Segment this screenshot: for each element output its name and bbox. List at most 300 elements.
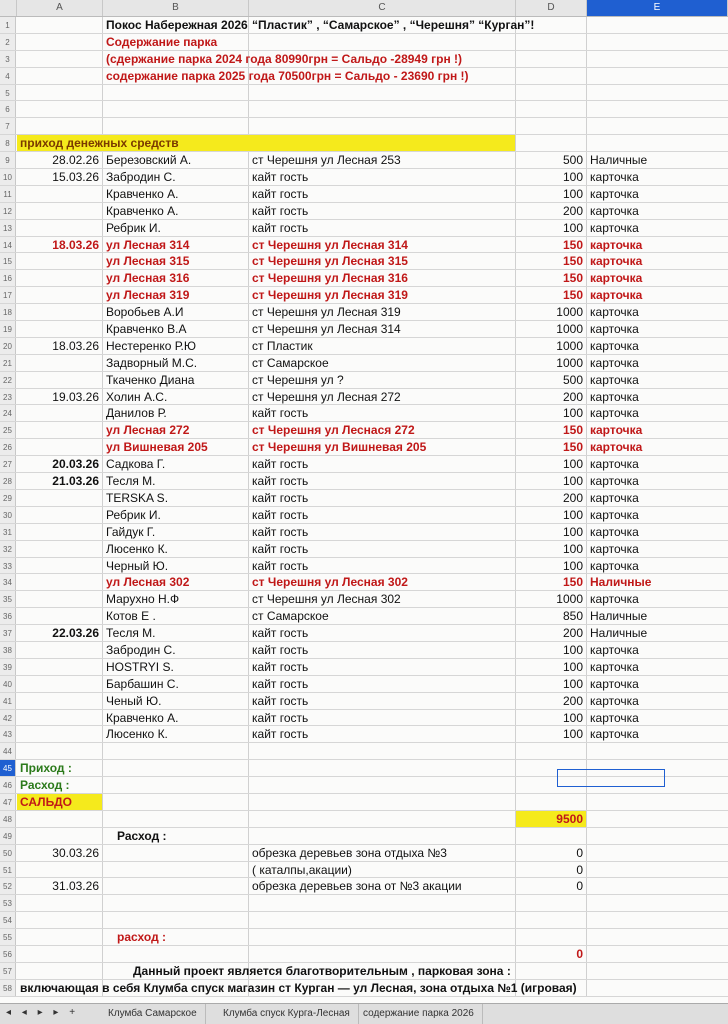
- cell-d[interactable]: 150: [562, 288, 583, 303]
- table-row[interactable]: [0, 237, 728, 254]
- cell-b[interactable]: ул Лесная 315: [106, 254, 190, 269]
- row-number[interactable]: 32: [0, 541, 16, 557]
- cell-d[interactable]: 100: [562, 642, 583, 657]
- cell-d[interactable]: 100: [562, 541, 583, 556]
- row-number[interactable]: 23: [0, 389, 16, 405]
- row-number[interactable]: 12: [0, 203, 16, 219]
- cell-b[interactable]: ул Лесная 272: [106, 423, 190, 438]
- table-row[interactable]: [0, 743, 728, 760]
- row-number[interactable]: 56: [0, 946, 16, 962]
- table-row[interactable]: [0, 828, 728, 845]
- cell-c[interactable]: кайт гость: [252, 524, 309, 539]
- cell-a[interactable]: Расход :: [20, 778, 70, 793]
- cell-a[interactable]: 31.03.26: [52, 879, 99, 894]
- row-number[interactable]: 46: [0, 777, 16, 793]
- column-header-b[interactable]: B: [103, 0, 249, 16]
- cell-b[interactable]: Березовский А.: [106, 153, 192, 168]
- row-number[interactable]: 53: [0, 895, 16, 911]
- cell-b[interactable]: Барбашин С.: [106, 676, 179, 691]
- cell-d[interactable]: 150: [562, 423, 583, 438]
- cell-b[interactable]: Люсенко К.: [106, 727, 168, 742]
- cell-c[interactable]: кайт гость: [252, 406, 309, 421]
- table-row[interactable]: [0, 642, 728, 659]
- cell-b[interactable]: Котов Е .: [106, 609, 156, 624]
- cell-e[interactable]: карточка: [590, 490, 639, 505]
- cell-c[interactable]: ст Черешня ул Лесная 316: [252, 271, 408, 286]
- cell-a[interactable]: 22.03.26: [52, 626, 99, 641]
- cell-c[interactable]: ст Черешня ул Лесная 302: [252, 575, 408, 590]
- row-number[interactable]: 3: [0, 51, 16, 67]
- cell-c[interactable]: кайт гость: [252, 490, 309, 505]
- cell-d[interactable]: 100: [562, 727, 583, 742]
- cell-c[interactable]: “Пластик” , “Самарское” , “Черешня” “Курган”!: [252, 18, 535, 32]
- table-row[interactable]: [0, 253, 728, 270]
- cell-b[interactable]: Гайдук Г.: [106, 524, 156, 539]
- row-number[interactable]: 48: [0, 811, 16, 827]
- cell-b[interactable]: Данный проект является благотворительным , парковая зона :: [133, 963, 511, 978]
- cell-e[interactable]: [587, 17, 728, 33]
- sheet-tab-3[interactable]: содержание парка 2026: [355, 1004, 483, 1024]
- cell-b[interactable]: содержание парка 2025 года 70500грн = Сальдо - 23690 грн !): [106, 68, 469, 83]
- cell-a[interactable]: 18.03.26: [52, 338, 99, 353]
- cell-d[interactable]: 0: [576, 879, 583, 894]
- table-row[interactable]: [0, 878, 728, 895]
- cell-b[interactable]: Марухно Н.Ф: [106, 592, 180, 607]
- cell-b[interactable]: ул Лесная 316: [106, 271, 190, 286]
- cell-e[interactable]: карточка: [590, 558, 639, 573]
- cell-c[interactable]: кайт гость: [252, 727, 309, 742]
- cell-e[interactable]: карточка: [590, 406, 639, 421]
- table-row[interactable]: [0, 220, 728, 237]
- table-row[interactable]: [0, 17, 728, 34]
- row-number[interactable]: 55: [0, 929, 16, 945]
- row-number[interactable]: 37: [0, 625, 16, 641]
- cell-c[interactable]: кайт гость: [252, 710, 309, 725]
- row-number[interactable]: 16: [0, 270, 16, 286]
- table-row[interactable]: [0, 405, 728, 422]
- row-number[interactable]: 34: [0, 574, 16, 590]
- table-row[interactable]: [0, 980, 728, 997]
- cell-e[interactable]: карточка: [590, 355, 639, 370]
- cell-b[interactable]: Забродин С.: [106, 642, 176, 657]
- cell-e[interactable]: карточка: [590, 254, 643, 269]
- cell-c[interactable]: ст Черешня ул Лесная 253: [252, 153, 401, 168]
- cell-c[interactable]: кайт гость: [252, 676, 309, 691]
- cell-d[interactable]: 1000: [556, 592, 583, 607]
- cell-b[interactable]: Данилов Р.: [106, 406, 167, 421]
- cell-e[interactable]: Наличные: [590, 153, 648, 168]
- row-number[interactable]: 41: [0, 693, 16, 709]
- table-row[interactable]: [0, 101, 728, 118]
- table-row[interactable]: [0, 693, 728, 710]
- row-number[interactable]: 51: [0, 862, 16, 878]
- cell-d[interactable]: 150: [562, 237, 583, 252]
- cell-a[interactable]: 18.03.26: [52, 237, 99, 252]
- row-number[interactable]: 1: [0, 17, 16, 33]
- cell-d[interactable]: 200: [562, 389, 583, 404]
- cell-grid[interactable]: [0, 17, 728, 997]
- row-number[interactable]: 49: [0, 828, 16, 844]
- table-row[interactable]: [0, 135, 728, 152]
- row-number[interactable]: 39: [0, 659, 16, 675]
- cell-c[interactable]: кайт гость: [252, 170, 309, 185]
- cell-c[interactable]: обрезка деревьев зона отдыха №3: [252, 845, 447, 860]
- cell-b[interactable]: Воробьев А.И: [106, 305, 184, 320]
- cell-e[interactable]: карточка: [590, 507, 639, 522]
- cell-b[interactable]: Забродин С.: [106, 170, 176, 185]
- cell-e[interactable]: карточка: [590, 220, 639, 235]
- table-row[interactable]: [0, 946, 728, 963]
- row-number[interactable]: 47: [0, 794, 16, 810]
- cell-c[interactable]: кайт гость: [252, 474, 309, 489]
- row-number[interactable]: 2: [0, 34, 16, 50]
- table-row[interactable]: [0, 811, 728, 828]
- row-number[interactable]: 33: [0, 558, 16, 574]
- table-row[interactable]: [0, 34, 728, 51]
- cell-e[interactable]: карточка: [590, 186, 639, 201]
- cell-b[interactable]: Холин А.С.: [106, 389, 168, 404]
- cell-b[interactable]: Садкова Г.: [106, 457, 166, 472]
- cell-c[interactable]: ст Черешня ул ?: [252, 372, 344, 387]
- table-row[interactable]: [0, 422, 728, 439]
- cell-c[interactable]: ст Черешня ул Леснася 272: [252, 423, 415, 438]
- cell-b[interactable]: Задворный М.С.: [106, 355, 198, 370]
- cell-a[interactable]: 30.03.26: [52, 845, 99, 860]
- table-row[interactable]: [0, 456, 728, 473]
- cell-e[interactable]: карточка: [590, 423, 643, 438]
- cell-c[interactable]: кайт гость: [252, 203, 309, 218]
- table-row[interactable]: [0, 338, 728, 355]
- cell-b[interactable]: ул Лесная 302: [106, 575, 190, 590]
- table-row[interactable]: [0, 355, 728, 372]
- table-row[interactable]: [0, 287, 728, 304]
- cell-b[interactable]: Ребрик И.: [106, 220, 161, 235]
- cell-e[interactable]: карточка: [590, 322, 639, 337]
- row-number[interactable]: 22: [0, 372, 16, 388]
- cell-c[interactable]: ст Черешня ул Лесная 319: [252, 305, 401, 320]
- table-row[interactable]: [0, 541, 728, 558]
- cell-c[interactable]: ст Черешня ул Лесная 302: [252, 592, 401, 607]
- row-number[interactable]: 8: [0, 135, 16, 151]
- cell-d[interactable]: 200: [562, 490, 583, 505]
- cell-b[interactable]: Ченый Ю.: [106, 693, 162, 708]
- table-row[interactable]: [0, 929, 728, 946]
- row-number[interactable]: 18: [0, 304, 16, 320]
- cell-b[interactable]: расход :: [117, 930, 167, 945]
- cell-b[interactable]: Кравченко В.А: [106, 322, 187, 337]
- table-row[interactable]: [0, 676, 728, 693]
- table-row[interactable]: [0, 895, 728, 912]
- cell-c[interactable]: ст Черешня ул Лесная 314: [252, 237, 408, 252]
- table-row[interactable]: [0, 203, 728, 220]
- cell-b[interactable]: Люсенко К.: [106, 541, 168, 556]
- cell-d[interactable]: 100: [562, 474, 583, 489]
- table-row[interactable]: [0, 389, 728, 406]
- cell-e[interactable]: карточка: [590, 338, 639, 353]
- table-row[interactable]: [0, 912, 728, 929]
- cell-d[interactable]: 1000: [556, 355, 583, 370]
- cell-e[interactable]: карточка: [590, 170, 639, 185]
- table-row[interactable]: [0, 169, 728, 186]
- row-number[interactable]: 19: [0, 321, 16, 337]
- cell-e[interactable]: карточка: [590, 203, 639, 218]
- cell-e[interactable]: Наличные: [590, 626, 648, 641]
- cell-c[interactable]: кайт гость: [252, 659, 309, 674]
- cell-d[interactable]: 0: [576, 845, 583, 860]
- table-row[interactable]: [0, 963, 728, 980]
- cell-c[interactable]: обрезка деревьев зона от №3 акации: [252, 879, 462, 894]
- cell-d[interactable]: 0: [576, 862, 583, 877]
- cell-b[interactable]: ул Лесная 314: [106, 237, 190, 252]
- cell-b[interactable]: Тесля М.: [106, 474, 156, 489]
- cell-b[interactable]: Ребрик И.: [106, 507, 161, 522]
- cell-e[interactable]: карточка: [590, 592, 639, 607]
- table-row[interactable]: [0, 794, 728, 811]
- cell-d[interactable]: 100: [562, 406, 583, 421]
- cell-a[interactable]: [17, 17, 102, 33]
- cell-d[interactable]: 100: [562, 457, 583, 472]
- cell-e[interactable]: карточка: [590, 457, 639, 472]
- table-row[interactable]: [0, 321, 728, 338]
- cell-c[interactable]: кайт гость: [252, 457, 309, 472]
- row-number[interactable]: 52: [0, 878, 16, 894]
- row-number[interactable]: 42: [0, 710, 16, 726]
- row-number[interactable]: 57: [0, 963, 16, 979]
- cell-e[interactable]: карточка: [590, 237, 643, 252]
- cell-b[interactable]: ул Вишневая 205: [106, 440, 208, 455]
- cell-e[interactable]: карточка: [590, 710, 639, 725]
- cell-b[interactable]: Кравченко А.: [106, 186, 179, 201]
- cell-e[interactable]: Наличные: [590, 575, 652, 590]
- cell-b[interactable]: Содержание парка: [106, 34, 218, 49]
- cell-c[interactable]: ст Самарское: [252, 355, 329, 370]
- cell-e[interactable]: карточка: [590, 288, 643, 303]
- row-number[interactable]: 43: [0, 726, 16, 742]
- cell-c[interactable]: ст Черешня ул Лесная 314: [252, 322, 401, 337]
- sheet-tab-2[interactable]: Клумба спуск Курга-Лесная: [215, 1004, 359, 1024]
- cell-d[interactable]: 100: [562, 507, 583, 522]
- row-number[interactable]: 5: [0, 85, 16, 101]
- cell-d[interactable]: 100: [562, 558, 583, 573]
- table-row[interactable]: [0, 507, 728, 524]
- cell-d[interactable]: 150: [562, 271, 583, 286]
- cell-d[interactable]: 150: [562, 440, 583, 455]
- cell-c[interactable]: кайт гость: [252, 220, 309, 235]
- cell-e[interactable]: карточка: [590, 524, 639, 539]
- row-number[interactable]: 26: [0, 439, 16, 455]
- cell-e[interactable]: карточка: [590, 474, 639, 489]
- table-row[interactable]: [0, 439, 728, 456]
- cell-b[interactable]: приход денежных средств: [17, 135, 515, 151]
- cell-b[interactable]: ул Лесная 319: [106, 288, 190, 303]
- cell-d[interactable]: 100: [562, 186, 583, 201]
- row-number[interactable]: 17: [0, 287, 16, 303]
- cell-d[interactable]: 100: [562, 220, 583, 235]
- row-number[interactable]: 6: [0, 101, 16, 117]
- cell-c[interactable]: ст Самарское: [252, 609, 329, 624]
- cell-a[interactable]: САЛЬДО: [17, 794, 102, 810]
- cell-d[interactable]: 500: [562, 153, 583, 168]
- table-row[interactable]: [0, 118, 728, 135]
- cell-e[interactable]: карточка: [590, 305, 639, 320]
- table-row[interactable]: [0, 270, 728, 287]
- cell-c[interactable]: ст Черешня ул Вишневая 205: [252, 440, 427, 455]
- row-number[interactable]: 4: [0, 68, 16, 84]
- row-number[interactable]: 20: [0, 338, 16, 354]
- cell-c[interactable]: кайт гость: [252, 626, 309, 641]
- cell-e[interactable]: карточка: [590, 642, 639, 657]
- cell-c[interactable]: кайт гость: [252, 693, 309, 708]
- cell-d[interactable]: 150: [562, 575, 583, 590]
- cell-d[interactable]: 200: [562, 626, 583, 641]
- cell-b[interactable]: Нестеренко Р.Ю: [106, 338, 196, 353]
- table-row[interactable]: [0, 558, 728, 575]
- table-row[interactable]: [0, 186, 728, 203]
- cell-c[interactable]: ст Черешня ул Лесная 272: [252, 389, 401, 404]
- cell-c[interactable]: кайт гость: [252, 507, 309, 522]
- table-row[interactable]: [0, 85, 728, 102]
- table-row[interactable]: [0, 51, 728, 68]
- row-number[interactable]: 14: [0, 237, 16, 253]
- cell-d[interactable]: 200: [562, 203, 583, 218]
- cell-e[interactable]: карточка: [590, 676, 639, 691]
- row-number[interactable]: 9: [0, 152, 16, 168]
- row-number[interactable]: 35: [0, 591, 16, 607]
- column-header-a[interactable]: A: [17, 0, 103, 16]
- table-row[interactable]: [0, 608, 728, 625]
- row-number[interactable]: 38: [0, 642, 16, 658]
- cell-d[interactable]: 500: [562, 372, 583, 387]
- row-number[interactable]: 44: [0, 743, 16, 759]
- cell-d[interactable]: 850: [562, 609, 583, 624]
- cell-d[interactable]: 0: [576, 946, 583, 961]
- cell-c[interactable]: кайт гость: [252, 642, 309, 657]
- table-row[interactable]: [0, 625, 728, 642]
- row-number[interactable]: 58: [0, 980, 16, 996]
- cell-a[interactable]: 19.03.26: [52, 389, 99, 404]
- cell-c[interactable]: кайт гость: [252, 541, 309, 556]
- row-number[interactable]: 11: [0, 186, 16, 202]
- row-number[interactable]: 10: [0, 169, 16, 185]
- table-row[interactable]: [0, 862, 728, 879]
- cell-d[interactable]: 9500: [516, 811, 586, 827]
- cell-d[interactable]: 100: [562, 659, 583, 674]
- table-row[interactable]: [0, 524, 728, 541]
- row-number[interactable]: 13: [0, 220, 16, 236]
- cell-c[interactable]: кайт гость: [252, 186, 309, 201]
- row-number[interactable]: 40: [0, 676, 16, 692]
- row-number[interactable]: 15: [0, 253, 16, 269]
- cell-b[interactable]: Покос Набережная 2026: [106, 18, 248, 32]
- row-number[interactable]: 25: [0, 422, 16, 438]
- row-number[interactable]: 29: [0, 490, 16, 506]
- cell-d[interactable]: 200: [562, 693, 583, 708]
- sheet-nav-arrows-icon[interactable]: ◂ ◂ ▸ ▸ +: [6, 1007, 80, 1018]
- row-number[interactable]: 54: [0, 912, 16, 928]
- table-row[interactable]: [0, 372, 728, 389]
- row-number[interactable]: 24: [0, 405, 16, 421]
- cell-c[interactable]: ст Пластик: [252, 338, 313, 353]
- cell-d[interactable]: 1000: [556, 338, 583, 353]
- row-number[interactable]: 31: [0, 524, 16, 540]
- cell-e[interactable]: карточка: [590, 541, 639, 556]
- cell-e[interactable]: карточка: [590, 440, 643, 455]
- corner-select-all[interactable]: [0, 0, 17, 16]
- row-number[interactable]: 28: [0, 473, 16, 489]
- cell-d[interactable]: 150: [562, 254, 583, 269]
- cell-d[interactable]: 100: [562, 676, 583, 691]
- row-number[interactable]: 7: [0, 118, 16, 134]
- cell-d[interactable]: 100: [562, 710, 583, 725]
- cell-e[interactable]: карточка: [590, 389, 639, 404]
- cell-a[interactable]: 15.03.26: [52, 170, 99, 185]
- table-row[interactable]: [0, 726, 728, 743]
- table-row[interactable]: [0, 490, 728, 507]
- table-row[interactable]: [0, 68, 728, 85]
- cell-a[interactable]: Приход :: [20, 761, 72, 776]
- cell-e[interactable]: карточка: [590, 372, 639, 387]
- row-number[interactable]: 30: [0, 507, 16, 523]
- cell-c[interactable]: кайт гость: [252, 558, 309, 573]
- cell-b[interactable]: HOSTRYI S.: [106, 659, 174, 674]
- table-row[interactable]: [0, 659, 728, 676]
- cell-b[interactable]: TERSKA S.: [106, 490, 169, 505]
- sheet-tab-1[interactable]: Клумба Самарское: [100, 1004, 206, 1024]
- cell-b[interactable]: Ткаченко Диана: [106, 372, 195, 387]
- cell-b[interactable]: Кравченко А.: [106, 203, 179, 218]
- column-header-e[interactable]: E: [587, 0, 728, 16]
- row-number[interactable]: 21: [0, 355, 16, 371]
- cell-a[interactable]: 28.02.26: [52, 153, 99, 168]
- cell-a[interactable]: 21.03.26: [52, 474, 99, 489]
- table-row[interactable]: [0, 845, 728, 862]
- cell-e[interactable]: карточка: [590, 727, 639, 742]
- cell-d[interactable]: 100: [562, 170, 583, 185]
- cell-a[interactable]: 20.03.26: [52, 457, 99, 472]
- cell-d[interactable]: 1000: [556, 322, 583, 337]
- row-number[interactable]: 45: [0, 760, 16, 776]
- column-header-d[interactable]: D: [516, 0, 587, 16]
- cell-d[interactable]: 1000: [556, 305, 583, 320]
- cell-b[interactable]: Расход :: [117, 828, 167, 843]
- cell-b[interactable]: Черный Ю.: [106, 558, 169, 573]
- active-cell-selection[interactable]: [557, 769, 665, 787]
- cell-e[interactable]: карточка: [590, 693, 639, 708]
- table-row[interactable]: [0, 152, 728, 169]
- row-number[interactable]: 27: [0, 456, 16, 472]
- cell-c[interactable]: ст Черешня ул Лесная 319: [252, 288, 408, 303]
- cell-c[interactable]: ст Черешня ул Лесная 315: [252, 254, 408, 269]
- cell-b[interactable]: Тесля М.: [106, 626, 156, 641]
- cell-b[interactable]: (сдержание парка 2024 года 80990грн = Сальдо -28949 грн !): [106, 51, 463, 66]
- table-row[interactable]: [0, 574, 728, 591]
- table-row[interactable]: [0, 591, 728, 608]
- cell-e[interactable]: карточка: [590, 659, 639, 674]
- row-number[interactable]: 50: [0, 845, 16, 861]
- cell-d[interactable]: 100: [562, 524, 583, 539]
- cell-b[interactable]: Кравченко А.: [106, 710, 179, 725]
- row-number[interactable]: 36: [0, 608, 16, 624]
- cell-c[interactable]: ( каталпы,акации): [252, 862, 352, 877]
- column-header-c[interactable]: C: [249, 0, 516, 16]
- table-row[interactable]: [0, 473, 728, 490]
- cell-a[interactable]: включающая в себя Клумба спуск магазин ст Курган — ул Лесная, зона отдыха №1 (игровая): [20, 980, 577, 995]
- cell-e[interactable]: Наличные: [590, 609, 648, 624]
- table-row[interactable]: [0, 304, 728, 321]
- cell-e[interactable]: карточка: [590, 271, 643, 286]
- cell-d[interactable]: [516, 17, 586, 33]
- table-row[interactable]: [0, 710, 728, 727]
